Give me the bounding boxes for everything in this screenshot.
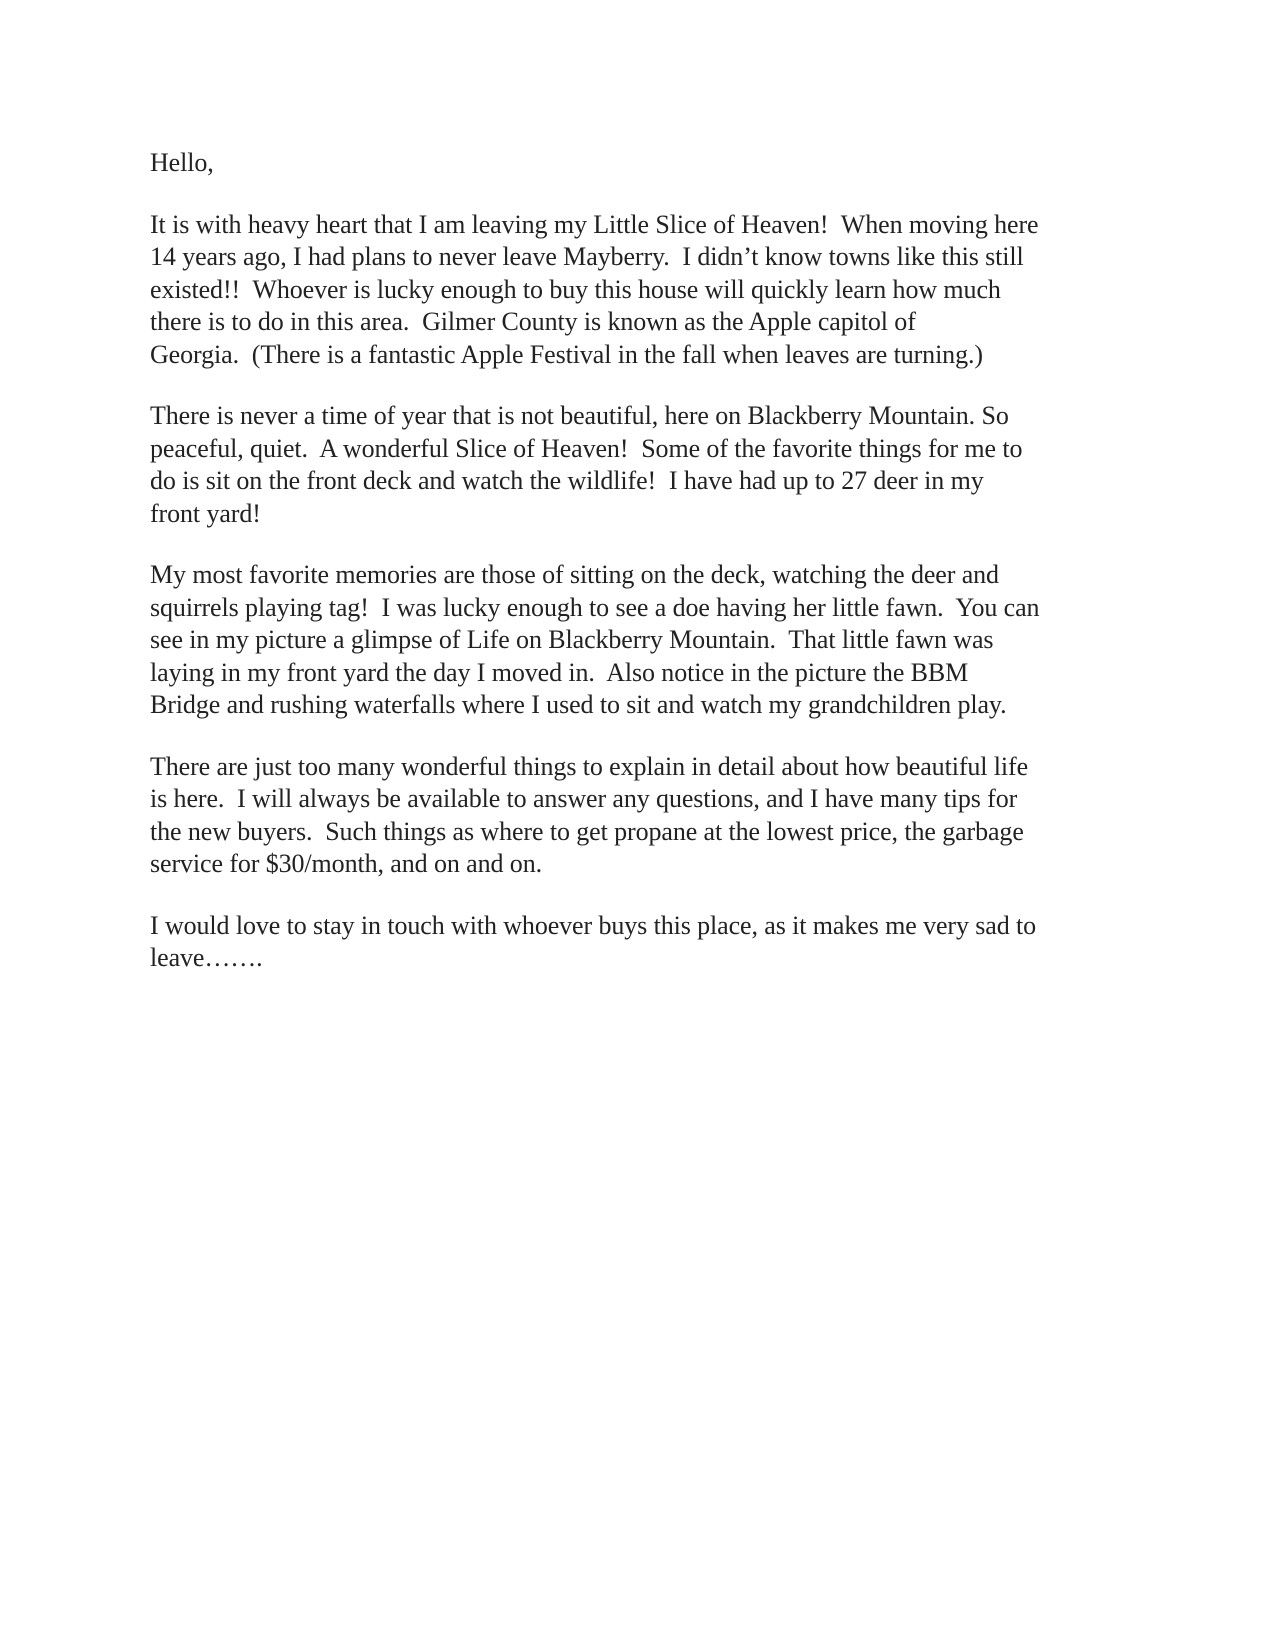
- letter-paragraph-3: [150, 559, 1130, 722]
- paragraph-line: leave…….: [150, 943, 263, 972]
- letter-body: [150, 147, 1130, 1004]
- paragraph-line: existed!! Whoever is lucky enough to buy this house will quickly learn how much: [150, 274, 1001, 304]
- letter-greeting-paragraph: [150, 147, 1130, 180]
- paragraph-line: I would love to stay in touch with whoever buys this place, as it makes me very sad to: [150, 910, 1037, 940]
- paragraph-line: Georgia. (There is a fantastic Apple Festival in the fall when leaves are turning.): [150, 339, 983, 369]
- paragraph-line: 14 years ago, I had plans to never leave Mayberry. I didn’t know towns like this still: [150, 242, 1024, 271]
- letter-paragraph-1: [150, 209, 1130, 372]
- paragraph-line: the new buyers. Such things as where to get propane at the lowest price, the garbage: [150, 816, 1024, 846]
- paragraph-line: there is to do in this area. Gilmer County is known as the Apple capitol of: [150, 307, 916, 336]
- paragraph-line: front yard!: [150, 498, 261, 528]
- letter-paragraph-5: [150, 910, 1130, 975]
- paragraph-line: My most favorite memories are those of sitting on the deck, watching the deer and: [150, 560, 999, 589]
- letter-paragraph-2: [150, 400, 1130, 530]
- paragraph-line: see in my picture a glimpse of Life on Blackberry Mountain. That little fawn was: [150, 625, 994, 654]
- letter-paragraph-4: [150, 751, 1130, 881]
- letter-greeting: Hello,: [150, 148, 214, 177]
- paragraph-line: peaceful, quiet. A wonderful Slice of Heaven! Some of the favorite things for me to: [150, 433, 1023, 463]
- paragraph-line: service for $30/month, and on and on.: [150, 849, 542, 878]
- paragraph-line: It is with heavy heart that I am leaving my Little Slice of Heaven! When moving here: [150, 209, 1039, 239]
- paragraph-line: laying in my front yard the day I moved in. Also notice in the picture the BBM: [150, 657, 969, 687]
- paragraph-line: Bridge and rushing waterfalls where I used to sit and watch my grandchildren play.: [150, 690, 1007, 719]
- paragraph-line: do is sit on the front deck and watch the wildlife! I have had up to 27 deer in my: [150, 466, 984, 495]
- paragraph-line: squirrels playing tag! I was lucky enough to see a doe having her little fawn. You can: [150, 592, 1040, 622]
- paragraph-line: is here. I will always be available to answer any questions, and I have many tips for: [150, 784, 1018, 813]
- paragraph-line: There is never a time of year that is not beautiful, here on Blackberry Mountain. So: [150, 401, 1009, 430]
- paragraph-line: There are just too many wonderful things to explain in detail about how beautiful life: [150, 751, 1029, 781]
